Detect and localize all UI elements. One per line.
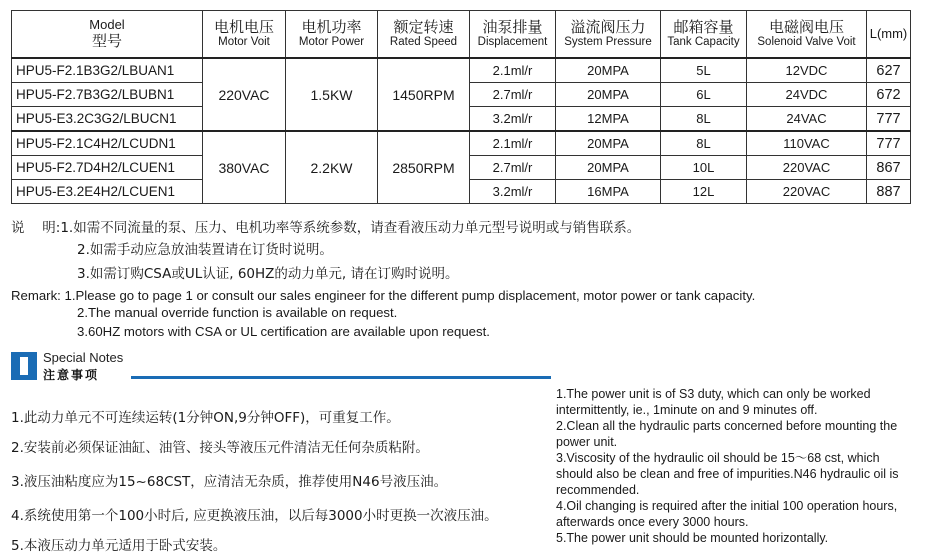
table-header-row <box>12 11 911 59</box>
pressure-cell: 20MPA <box>556 58 661 83</box>
valve-cell: 220VAC <box>747 180 867 204</box>
displacement-cell: 2.7ml/r <box>470 83 556 107</box>
special-notes-title-zh: 注意事项 <box>43 368 100 382</box>
list-item: 5.本液压动力单元适用于卧式安装。 <box>11 538 227 554</box>
displacement-cell: 3.2ml/r <box>470 107 556 132</box>
note-line: 3.如需订购CSA或UL认证, 60HZ的动力单元, 请在订购时说明。 <box>77 266 459 282</box>
model-cell: HPU5-F2.7B3G2/LBUBN1 <box>12 83 203 107</box>
remark-line: Remark: 1.Please go to page 1 or consult our sales engineer for the different pump displacement, motor power or tank capacity. <box>11 288 756 303</box>
list-item: 4.Oil changing is required after the initial 100 operation hours, afterwards once every 3000 hours. <box>556 499 898 529</box>
divider <box>131 376 551 379</box>
model-cell: HPU5-F2.1B3G2/LBUAN1 <box>12 58 203 83</box>
special-notes-title-en: Special Notes <box>43 350 124 365</box>
list-item: 3.Viscosity of the hydraulic oil should be 15～68 cst, which should also be clean and free of impurities.N46 hydraulic oil is recommended. <box>556 451 899 497</box>
list-item: 4.系统使用第一个100小时后, 应更换液压油，以后每3000小时更换一次液压油。 <box>11 508 498 524</box>
length-cell: 777 <box>867 131 911 156</box>
length-cell: 887 <box>867 180 911 204</box>
displacement-cell: 2.1ml/r <box>470 58 556 83</box>
length-cell: 867 <box>867 156 911 180</box>
valve-cell: 24VDC <box>747 83 867 107</box>
remark-line: 2.The manual override function is available on request. <box>77 305 398 320</box>
special-notes-header <box>11 350 551 386</box>
header-motor-power: 电机功率 Motor Power <box>286 11 378 59</box>
remark-line: 3.60HZ motors with CSA or UL certification are available upon request. <box>77 324 490 339</box>
header-displacement: 油泵排量 Displacement <box>470 11 556 59</box>
length-cell: 672 <box>867 83 911 107</box>
tank-cell: 8L <box>661 131 747 156</box>
list-item: 2.Clean all the hydraulic parts concerned before mounting the power unit. <box>556 419 898 449</box>
list-item: 5.The power unit should be mounted horizontally. <box>556 531 829 545</box>
tank-cell: 12L <box>661 180 747 204</box>
model-cell: HPU5-E3.2C3G2/LBUCN1 <box>12 107 203 132</box>
table-row <box>12 58 911 83</box>
power-cell: 2.2KW <box>286 131 378 204</box>
header-model: Model 型号 <box>12 11 203 59</box>
tank-cell: 6L <box>661 83 747 107</box>
list-item: 3.液压油粘度应为15~68CST，应清洁无杂质，推荐使用N46号液压油。 <box>11 474 448 490</box>
header-length: L(mm) <box>867 11 911 59</box>
pressure-cell: 20MPA <box>556 131 661 156</box>
valve-cell: 12VDC <box>747 58 867 83</box>
displacement-cell: 2.7ml/r <box>470 156 556 180</box>
header-motor-voltage: 电机电压 Motor Voit <box>203 11 286 59</box>
displacement-cell: 3.2ml/r <box>470 180 556 204</box>
pressure-cell: 16MPA <box>556 180 661 204</box>
spec-table <box>11 10 911 204</box>
speed-cell: 2850RPM <box>378 131 470 204</box>
voltage-cell: 220VAC <box>203 58 286 131</box>
header-system-pressure: 溢流阀压力 System Pressure <box>556 11 661 59</box>
note-line: 2.如需手动应急放油装置请在订货时说明。 <box>77 242 333 258</box>
pressure-cell: 12MPA <box>556 107 661 132</box>
displacement-cell: 2.1ml/r <box>470 131 556 156</box>
header-tank-capacity: 邮箱容量 Tank Capacity <box>661 11 747 59</box>
table-row <box>12 131 911 156</box>
header-solenoid-voltage: 电磁阀电压 Solenoid Valve Voit <box>747 11 867 59</box>
tank-cell: 8L <box>661 107 747 132</box>
list-item: 1.此动力单元不可连续运转(1分钟ON,9分钟OFF)，可重复工作。 <box>11 410 400 426</box>
valve-cell: 220VAC <box>747 156 867 180</box>
tank-cell: 5L <box>661 58 747 83</box>
header-rated-speed: 额定转速 Rated Speed <box>378 11 470 59</box>
length-cell: 627 <box>867 58 911 83</box>
voltage-cell: 380VAC <box>203 131 286 204</box>
note-line: 说 明:1.如需不同流量的泵、压力、电机功率等系统参数，请查看液压动力单元型号说明或与销售联系。 <box>11 220 641 236</box>
model-cell: HPU5-F2.1C4H2/LCUDN1 <box>12 131 203 156</box>
special-notes-en-list <box>556 386 918 546</box>
list-item: 1.The power unit is of S3 duty, which can only be worked intermittently, ie., 1minute on and 9 minutes off. <box>556 387 871 417</box>
model-cell: HPU5-E3.2E4H2/LCUEN1 <box>12 180 203 204</box>
list-item: 2.安装前必须保证油缸、油管、接头等液压元件清洁无任何杂质粘附。 <box>11 440 429 456</box>
pressure-cell: 20MPA <box>556 83 661 107</box>
valve-cell: 24VAC <box>747 107 867 132</box>
model-cell: HPU5-F2.7D4H2/LCUEN1 <box>12 156 203 180</box>
pressure-cell: 20MPA <box>556 156 661 180</box>
section-marker-icon <box>11 352 37 380</box>
valve-cell: 110VAC <box>747 131 867 156</box>
speed-cell: 1450RPM <box>378 58 470 131</box>
power-cell: 1.5KW <box>286 58 378 131</box>
length-cell: 777 <box>867 107 911 132</box>
tank-cell: 10L <box>661 156 747 180</box>
